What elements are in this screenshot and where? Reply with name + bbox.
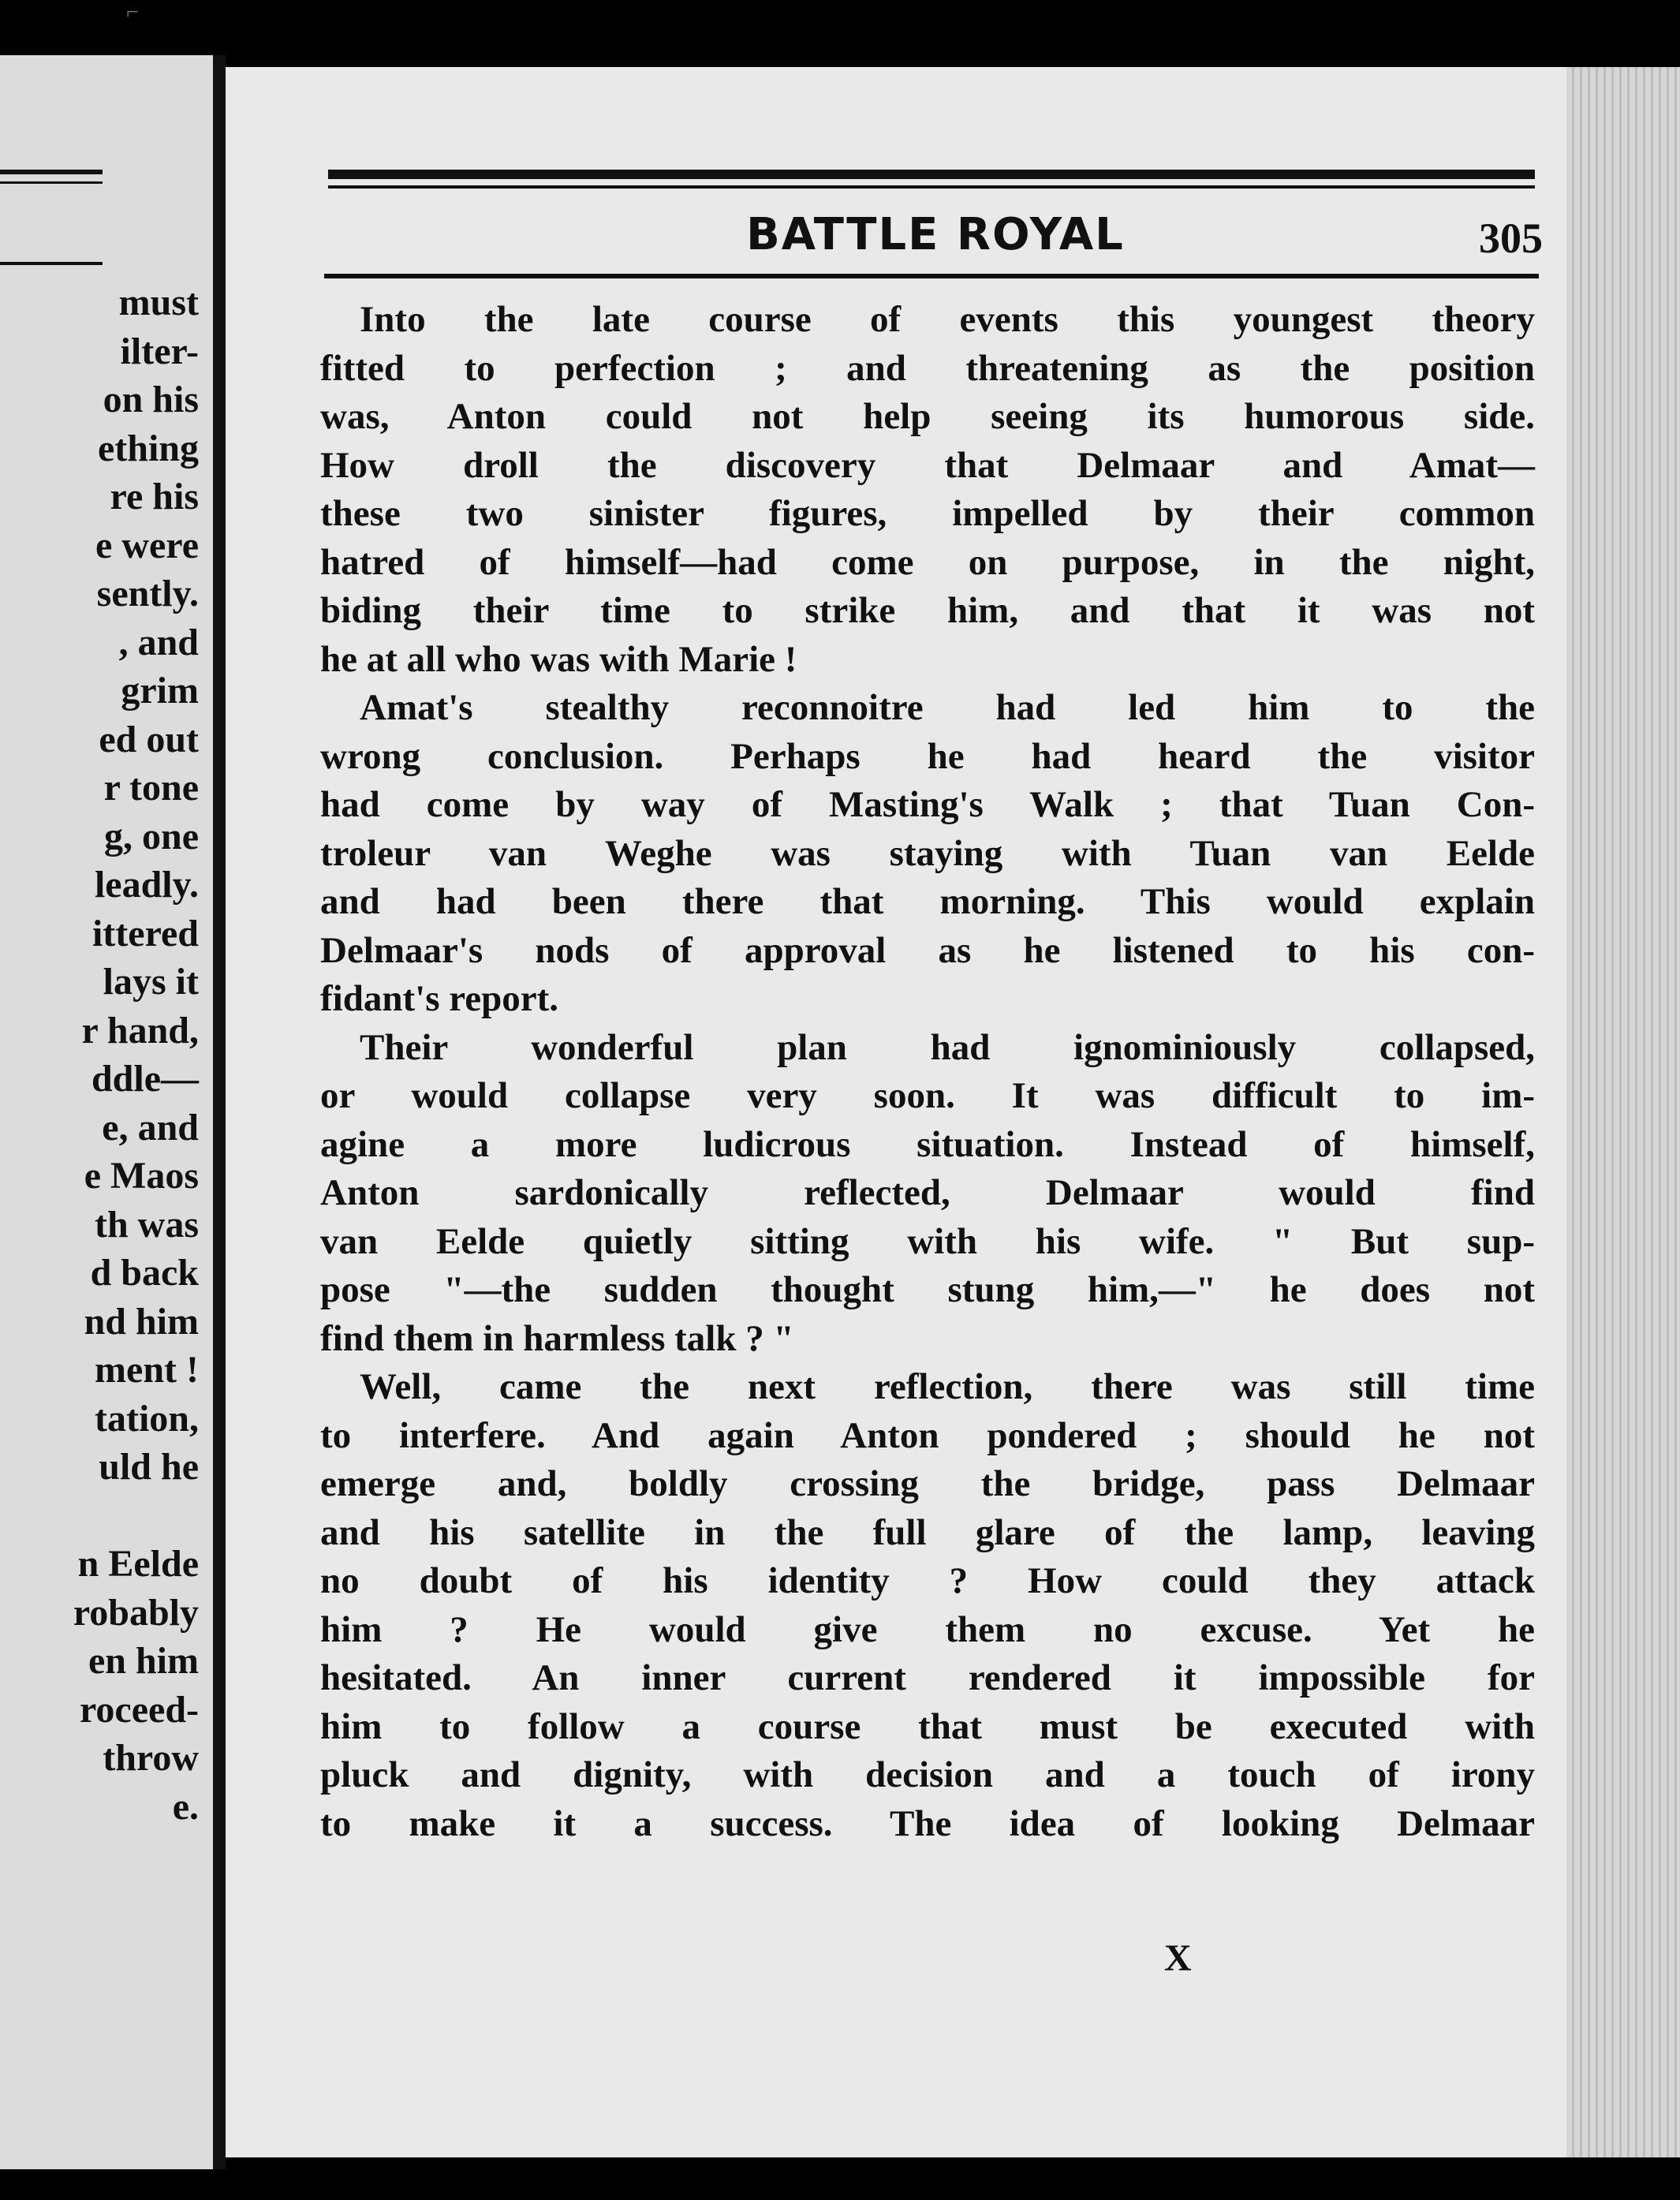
left-header-rule bbox=[0, 170, 103, 174]
left-page-line: ddle— bbox=[91, 1058, 199, 1100]
left-page-line: ilter- bbox=[120, 330, 199, 372]
left-page-line: ed out bbox=[99, 718, 199, 760]
header-double-rule-thick bbox=[328, 170, 1535, 179]
left-page-line: must bbox=[118, 282, 199, 323]
text-line: was, Anton could not help seeing its humorous side. bbox=[320, 396, 1535, 437]
left-page-line: on his bbox=[103, 379, 199, 420]
page-edge-stack bbox=[1566, 67, 1680, 2157]
left-page-line: g, one bbox=[104, 815, 199, 857]
text-line: How droll the discovery that Delmaar and Amat— bbox=[320, 444, 1535, 486]
scan-corner-mark: ⌐ bbox=[126, 0, 139, 24]
text-line: Anton sardonically reflected, Delmaar would find bbox=[320, 1172, 1535, 1213]
text-line: and had been there that morning. This would explain bbox=[320, 881, 1535, 922]
left-page-line: sently. bbox=[96, 573, 199, 614]
text-line: fitted to perfection ; and threatening as the position bbox=[320, 347, 1535, 389]
left-header-rule-thin bbox=[0, 181, 103, 184]
running-title: BATTLE ROYAL bbox=[746, 209, 1125, 260]
text-line: or would collapse very soon. It was difficult to im- bbox=[320, 1075, 1535, 1116]
text-line: Into the late course of events this youngest theory bbox=[360, 299, 1535, 340]
text-line: to interfere. And again Anton pondered ; should he not bbox=[320, 1414, 1535, 1456]
text-line: no doubt of his identity ? How could they attack bbox=[320, 1560, 1535, 1601]
left-page-line: robably bbox=[73, 1591, 199, 1634]
text-line: Their wonderful plan had ignominiously collapsed, bbox=[360, 1026, 1535, 1068]
left-page-line: leadly. bbox=[94, 864, 199, 906]
signature-mark: X bbox=[1164, 1937, 1192, 1979]
left-page-line: throw bbox=[103, 1737, 199, 1779]
text-line: biding their time to strike him, and that it was not bbox=[320, 590, 1535, 631]
text-line: hatred of himself—had come on purpose, in the night, bbox=[320, 541, 1535, 583]
left-page-line: d back bbox=[90, 1252, 199, 1294]
page-number: 305 bbox=[1479, 215, 1543, 262]
header-double-rule-thin bbox=[328, 185, 1535, 189]
text-line: agine a more ludicrous situation. Instead of himself, bbox=[320, 1123, 1535, 1165]
left-page-line: r tone bbox=[103, 767, 199, 809]
left-page-line: , and bbox=[118, 621, 199, 663]
left-title-rule bbox=[0, 262, 103, 265]
text-line: he at all who was with Marie ! bbox=[320, 638, 797, 680]
text-line: him to follow a course that must be executed with bbox=[320, 1705, 1535, 1747]
body-text bbox=[320, 296, 1535, 1848]
text-line: van Eelde quietly sitting with his wife. " But sup- bbox=[320, 1220, 1535, 1262]
left-page-line: lays it bbox=[103, 961, 199, 1003]
text-line: these two sinister figures, impelled by their common bbox=[320, 493, 1535, 534]
text-line: Delmaar's nods of approval as he listened to his con- bbox=[320, 929, 1535, 971]
left-page-line: r hand, bbox=[81, 1009, 199, 1051]
left-page-line: n Eelde bbox=[77, 1543, 199, 1585]
text-line: Well, came the next reflection, there was still time bbox=[360, 1366, 1535, 1407]
left-page-line: e were bbox=[95, 524, 199, 566]
left-page-line: roceed- bbox=[79, 1688, 199, 1731]
text-line: Amat's stealthy reconnoitre had led him to the bbox=[360, 687, 1535, 728]
left-page-line: e. bbox=[172, 1785, 199, 1828]
text-line: him ? He would give them no excuse. Yet he bbox=[320, 1608, 1535, 1650]
header-underline-rule bbox=[324, 274, 1539, 278]
right-page bbox=[226, 67, 1566, 2157]
text-line: pose "—the sudden thought stung him,—" he does not bbox=[320, 1269, 1535, 1310]
left-page-line: nd him bbox=[84, 1300, 199, 1343]
book-gutter bbox=[213, 55, 226, 2169]
left-page-line: e Maos bbox=[84, 1155, 199, 1197]
text-line: emerge and, boldly crossing the bridge, pass Delmaar bbox=[320, 1463, 1535, 1504]
text-line: to make it a success. The idea of looking Delmaar bbox=[320, 1802, 1535, 1844]
text-line: wrong conclusion. Perhaps he had heard the visitor bbox=[320, 735, 1535, 777]
left-page-line: ittered bbox=[91, 912, 199, 954]
left-page-line: ething bbox=[97, 427, 199, 469]
text-line: pluck and dignity, with decision and a touch of irony bbox=[320, 1754, 1535, 1795]
text-line: fidant's report. bbox=[320, 978, 559, 1019]
text-line: had come by way of Masting's Walk ; that Tuan Con- bbox=[320, 784, 1535, 825]
left-page-line: re his bbox=[110, 476, 199, 517]
left-page-line: th was bbox=[94, 1203, 199, 1246]
left-page-line: ment ! bbox=[95, 1349, 199, 1391]
left-page-line: en him bbox=[88, 1640, 199, 1682]
left-page-line: uld he bbox=[99, 1446, 199, 1488]
left-page-line: tation, bbox=[95, 1397, 199, 1440]
text-line: troleur van Weghe was staying with Tuan van Eelde bbox=[320, 832, 1535, 874]
left-page-fragment bbox=[0, 55, 216, 2169]
text-line: and his satellite in the full glare of the lamp, leaving bbox=[320, 1511, 1535, 1553]
text-line: hesitated. An inner current rendered it impossible for bbox=[320, 1657, 1535, 1698]
left-page-line: e, and bbox=[102, 1106, 199, 1149]
text-line: find them in harmless talk ? " bbox=[320, 1317, 794, 1359]
left-page-line: grim bbox=[121, 670, 199, 712]
